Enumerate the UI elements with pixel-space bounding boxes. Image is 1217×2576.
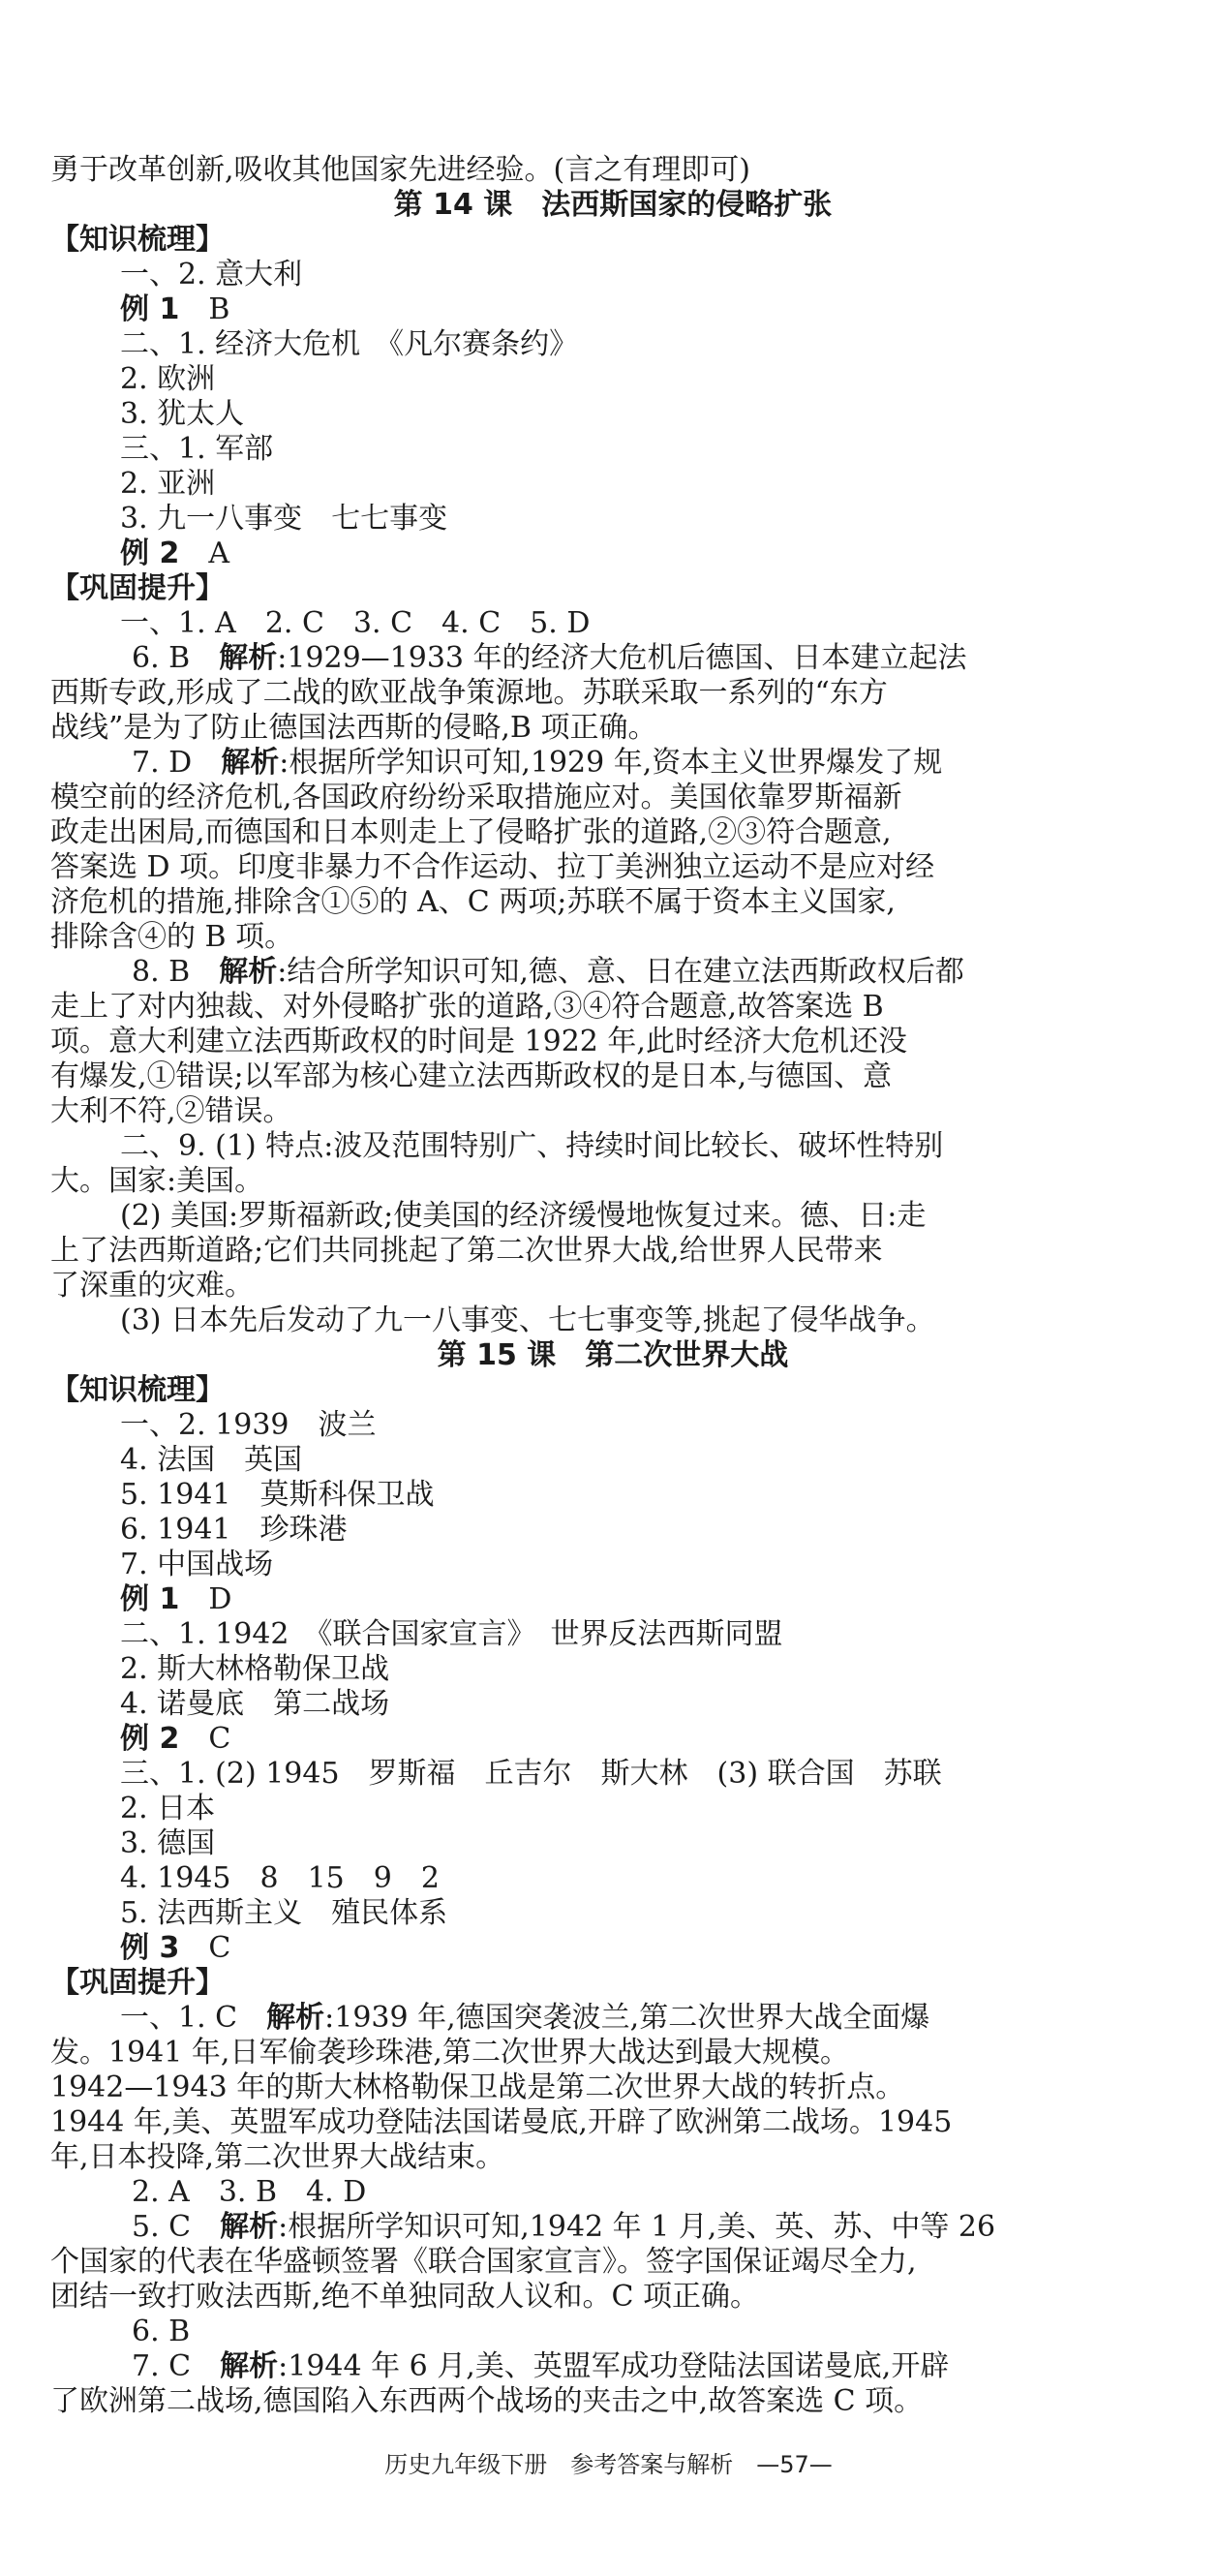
text-line: 1944 年,美、英盟军成功登陆法国诺曼底,开辟了欧洲第二战场。1945 [50, 2105, 953, 2139]
example-answer [50, 292, 1175, 327]
text-line: 一、2. 1939 波兰 [120, 1408, 377, 1442]
text-line: 6. 1941 珍珠港 [120, 1513, 348, 1547]
section-heading: 【知识梳理】 [50, 1373, 225, 1407]
text-line: 一、2. 意大利 [120, 258, 303, 291]
text-line: 5. 法西斯主义 殖民体系 [120, 1896, 448, 1930]
text-line: 6. B [132, 2315, 191, 2348]
page-footer: 历史九年级下册 参考答案与解析 —57— [384, 2451, 833, 2478]
example-label: 例 2 [120, 1722, 180, 1756]
line-text: :1929—1933 年的经济大危机后德国、日本建立起法 [277, 641, 967, 675]
line-text: :1939 年,德国突袭波兰,第二次世界大战全面爆 [324, 2001, 930, 2035]
text-line: 有爆发,①错误;以军部为核心建立法西斯政权的是日本,与德国、意 [50, 1059, 893, 1093]
explanation-label: 解析 [220, 2349, 279, 2383]
text-line: 战线”是为了防止德国法西斯的侵略,B 项正确。 [50, 711, 657, 745]
text-line: 2. 斯大林格勒保卫战 [120, 1652, 390, 1686]
text-line: 5. 1941 莫斯科保卫战 [120, 1478, 435, 1512]
section-heading: 【巩固提升】 [50, 571, 225, 605]
text-line: 走上了对内独裁、对外侵略扩张的道路,③④符合题意,故答案选 B [50, 990, 884, 1024]
line-text: B [179, 292, 230, 326]
text-line: 项。意大利建立法西斯政权的时间是 1922 年,此时经济大危机还没 [50, 1025, 907, 1058]
text-line: (2) 美国:罗斯福新政;使美国的经济缓慢地恢复过来。德、日:走 [120, 1199, 927, 1233]
question-answer: 7. C [132, 2349, 221, 2383]
text-line: 2. 亚洲 [120, 467, 216, 501]
text-line: 二、1. 经济大危机 《凡尔赛条约》 [120, 327, 579, 361]
text-line: 3. 德国 [120, 1826, 216, 1860]
text-line: 发。1941 年,日军偷袭珍珠港,第二次世界大战达到最大规模。 [50, 2036, 849, 2070]
text-line: 4. 1945 8 15 9 2 [120, 1861, 440, 1895]
line-text: C [179, 1722, 231, 1756]
text-line: 2. A 3. B 4. D [132, 2175, 367, 2209]
answer-explanation [50, 641, 1175, 676]
text-line: 个国家的代表在华盛顿签署《联合国家宣言》。签字国保证竭尽全力, [50, 2245, 917, 2279]
text-line: 二、1. 1942 《联合国家宣言》 世界反法西斯同盟 [120, 1617, 783, 1651]
line-text: :根据所学知识可知,1929 年,资本主义世界爆发了规 [279, 746, 943, 780]
text-line: 年,日本投降,第二次世界大战结束。 [50, 2140, 505, 2174]
text-line: 团结一致打败法西斯,绝不单独同敌人议和。C 项正确。 [50, 2280, 760, 2314]
answer-explanation [50, 955, 1175, 990]
text-line: 3. 九一八事变 七七事变 [120, 502, 448, 536]
example-label: 例 3 [120, 1931, 180, 1965]
answer-explanation [50, 746, 1175, 781]
text-line: 上了法西斯道路;它们共同挑起了第二次世界大战,给世界人民带来 [50, 1234, 883, 1268]
text-line: 勇于改革创新,吸收其他国家先进经验。(言之有理即可) [50, 153, 750, 187]
text-line: 了欧洲第二战场,德国陷入东西两个战场的夹击之中,故答案选 C 项。 [50, 2384, 924, 2418]
line-text: :结合所学知识可知,德、意、日在建立法西斯政权后都 [277, 955, 964, 989]
text-line: 3. 犹太人 [120, 397, 245, 431]
text-line: 大。国家:美国。 [50, 1164, 264, 1198]
text-line: 了深重的灾难。 [50, 1269, 254, 1303]
text-line: 7. 中国战场 [120, 1548, 274, 1581]
lesson-title: 第 15 课 第二次世界大战 [437, 1338, 789, 1372]
example-label: 例 1 [120, 1582, 180, 1616]
example-label: 例 2 [120, 537, 180, 570]
explanation-label: 解析 [219, 955, 278, 989]
text-line: 三、1. (2) 1945 罗斯福 丘吉尔 斯大林 (3) 联合国 苏联 [120, 1757, 942, 1791]
text-line: 三、1. 军部 [120, 432, 274, 466]
explanation-label: 解析 [220, 2210, 279, 2244]
answer-explanation [50, 2349, 1175, 2384]
text-line: 济危机的措施,排除含①⑤的 A、C 两项;苏联不属于资本主义国家, [50, 885, 896, 919]
explanation-label: 解析 [221, 746, 280, 780]
text-line: 2. 欧洲 [120, 362, 216, 396]
text-line: 排除含④的 B 项。 [50, 920, 294, 954]
explanation-label: 解析 [219, 641, 278, 675]
example-label: 例 1 [120, 292, 180, 326]
example-answer [50, 1582, 1175, 1617]
question-answer: 8. B [132, 955, 220, 989]
question-answer: 6. B [132, 641, 220, 675]
answer-content [50, 153, 1175, 2419]
line-text: A [179, 537, 229, 570]
line-text: D [179, 1582, 232, 1616]
text-line: 1942—1943 年的斯大林格勒保卫战是第二次世界大战的转折点。 [50, 2070, 905, 2104]
example-answer [50, 537, 1175, 571]
text-line: 西斯专政,形成了二战的欧亚战争策源地。苏联采取一系列的“东方 [50, 676, 888, 710]
text-line: 模空前的经济危机,各国政府纷纷采取措施应对。美国依靠罗斯福新 [50, 781, 902, 814]
text-line: 2. 日本 [120, 1792, 216, 1825]
text-line: 答案选 D 项。印度非暴力不合作运动、拉丁美洲独立运动不是应对经 [50, 850, 935, 884]
text-line: 政走出困局,而德国和日本则走上了侵略扩张的道路,②③符合题意, [50, 815, 892, 849]
question-answer: 一、1. C [120, 2001, 267, 2035]
text-line: 二、9. (1) 特点:波及范围特别广、持续时间比较长、破坏性特别 [120, 1129, 944, 1163]
example-answer [50, 1722, 1175, 1757]
answer-explanation [50, 2001, 1175, 2036]
question-answer: 7. D [132, 746, 222, 780]
lesson-title: 第 14 课 法西斯国家的侵略扩张 [393, 188, 833, 222]
line-text: C [179, 1931, 231, 1965]
question-answer: 5. C [132, 2210, 221, 2244]
text-line: 一、1. A 2. C 3. C 4. C 5. D [120, 606, 591, 640]
text-line: 大利不符,②错误。 [50, 1094, 292, 1128]
text-line: 4. 法国 英国 [120, 1443, 303, 1477]
answer-explanation [50, 2210, 1175, 2245]
section-heading: 【巩固提升】 [50, 1966, 225, 2000]
example-answer [50, 1931, 1175, 1966]
explanation-label: 解析 [266, 2001, 325, 2035]
text-line: (3) 日本先后发动了九一八事变、七七事变等,挑起了侵华战争。 [120, 1303, 935, 1337]
line-text: :1944 年 6 月,美、英盟军成功登陆法国诺曼底,开辟 [278, 2349, 950, 2383]
line-text: :根据所学知识可知,1942 年 1 月,美、英、苏、中等 26 [278, 2210, 996, 2244]
section-heading: 【知识梳理】 [50, 223, 225, 257]
text-line: 4. 诺曼底 第二战场 [120, 1687, 390, 1721]
